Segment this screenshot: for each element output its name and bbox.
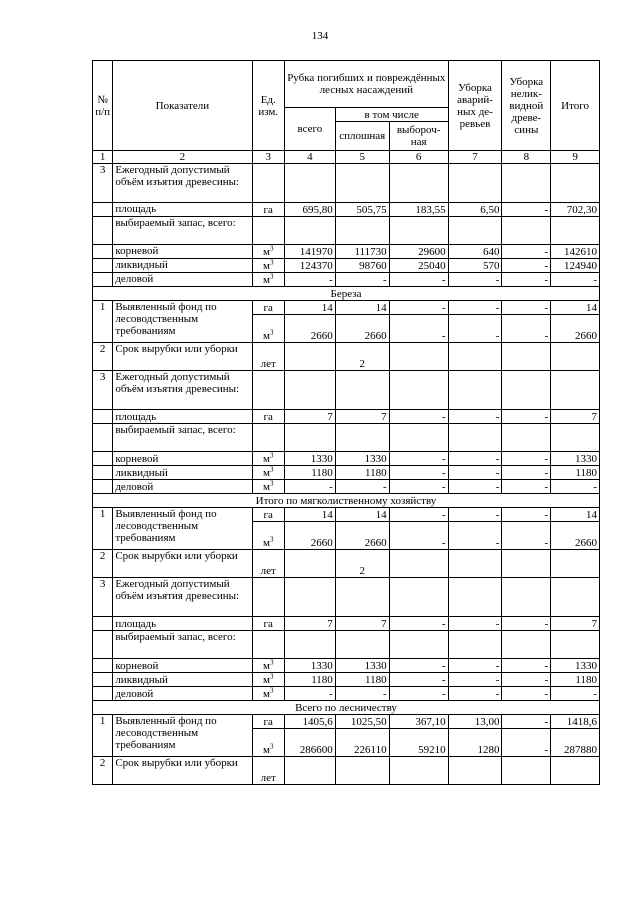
value-cell: 695,80 <box>285 203 336 217</box>
value-cell <box>389 631 448 659</box>
value-cell <box>448 631 502 659</box>
value-cell <box>551 424 600 452</box>
table-row: 1 Выявленный фонд по лесоводственным требованиям га 14 14 - - - 14 <box>93 301 600 315</box>
value-cell: - <box>502 245 551 259</box>
value-cell: - <box>448 617 502 631</box>
value-cell: 14 <box>285 508 336 522</box>
table-row <box>93 452 600 466</box>
value-cell: - <box>389 659 448 673</box>
value-cell: - <box>448 410 502 424</box>
table-row <box>93 673 600 687</box>
value-cell: - <box>389 617 448 631</box>
col-number: 1 <box>93 151 113 164</box>
value-cell: - <box>448 508 502 522</box>
section-rows <box>93 287 600 785</box>
value-cell: - <box>285 687 336 701</box>
value-cell: 1405,6 <box>285 715 336 729</box>
value-cell: - <box>502 203 551 217</box>
unit-cell: $м^3$ <box>252 452 285 466</box>
table-row <box>93 259 600 273</box>
table-row <box>93 424 600 452</box>
value-cell: 14 <box>551 508 600 522</box>
value-cell: - <box>502 315 551 343</box>
table-row <box>93 687 600 701</box>
value-cell <box>285 631 336 659</box>
value-cell <box>389 164 448 203</box>
value-cell: - <box>389 687 448 701</box>
value-cell: - <box>389 508 448 522</box>
value-cell <box>502 550 551 578</box>
value-cell: - <box>502 715 551 729</box>
value-cell <box>285 424 336 452</box>
value-cell: 1330 <box>285 452 336 466</box>
value-cell <box>448 164 502 203</box>
value-cell <box>502 343 551 371</box>
value-cell: - <box>551 480 600 494</box>
value-cell: 2660 <box>551 522 600 550</box>
page-number: 134 <box>311 30 329 42</box>
row-label: площадь <box>113 203 252 217</box>
value-cell: - <box>502 410 551 424</box>
value-cell: 2 <box>335 343 389 371</box>
value-cell <box>551 757 600 785</box>
table-row <box>93 217 600 245</box>
value-cell <box>285 217 336 245</box>
row-number <box>93 273 113 287</box>
row-number <box>93 217 113 245</box>
row-label: корневой <box>113 452 252 466</box>
header-solid: сплошная <box>335 122 389 151</box>
value-cell: - <box>502 301 551 315</box>
table-row <box>93 631 600 659</box>
value-cell: 2660 <box>335 522 389 550</box>
col-number: 7 <box>448 151 502 164</box>
value-cell: - <box>502 273 551 287</box>
col-number: 8 <box>502 151 551 164</box>
row-label: Выявленный фонд по лесоводственным требованиям <box>113 715 252 757</box>
value-cell <box>551 578 600 617</box>
value-cell: 141970 <box>285 245 336 259</box>
value-cell: 367,10 <box>389 715 448 729</box>
table-row: 3 Ежегодный допустимый объём изъятия древесины: <box>93 371 600 410</box>
value-cell: - <box>502 617 551 631</box>
value-cell: - <box>502 480 551 494</box>
value-cell: - <box>389 315 448 343</box>
value-cell: - <box>285 480 336 494</box>
value-cell <box>335 164 389 203</box>
value-cell: 124940 <box>551 259 600 273</box>
unit-cell: га <box>252 715 285 729</box>
value-cell <box>285 164 336 203</box>
value-cell <box>551 550 600 578</box>
value-cell: - <box>448 452 502 466</box>
row-label: Срок вырубки или уборки <box>113 757 252 785</box>
table-row: 2 Срок вырубки или уборки лет 2 <box>93 343 600 371</box>
value-cell: 111730 <box>335 245 389 259</box>
value-cell <box>335 217 389 245</box>
table-row: 2 Срок вырубки или уборки лет <box>93 757 600 785</box>
value-cell <box>285 578 336 617</box>
value-cell <box>551 217 600 245</box>
unit-cell <box>252 217 285 245</box>
value-cell: 1180 <box>551 466 600 480</box>
value-cell: 2660 <box>285 315 336 343</box>
value-cell: 2 <box>335 550 389 578</box>
value-cell <box>502 631 551 659</box>
header-incl: в том числе <box>335 108 448 122</box>
unit-cell <box>252 578 285 617</box>
value-cell <box>335 631 389 659</box>
value-cell: - <box>502 673 551 687</box>
forest-felling-table <box>92 60 600 785</box>
unit-cell: га <box>252 203 285 217</box>
value-cell: - <box>448 659 502 673</box>
value-cell <box>448 550 502 578</box>
value-cell: - <box>448 480 502 494</box>
value-cell <box>335 757 389 785</box>
table-row <box>93 164 600 203</box>
unit-cell: $м^3$ <box>252 480 285 494</box>
value-cell: - <box>389 522 448 550</box>
col-number: 4 <box>285 151 336 164</box>
value-cell <box>502 578 551 617</box>
value-cell <box>448 578 502 617</box>
header-total: всего <box>285 108 336 151</box>
value-cell: 2660 <box>285 522 336 550</box>
value-cell: - <box>502 259 551 273</box>
value-cell: 142610 <box>551 245 600 259</box>
unit-cell: $м^3$ <box>252 687 285 701</box>
value-cell: 7 <box>335 410 389 424</box>
unit-cell: лет <box>252 550 285 578</box>
value-cell: 1180 <box>335 673 389 687</box>
value-cell: 1280 <box>448 729 502 757</box>
unit-cell <box>252 164 285 203</box>
table-row <box>93 466 600 480</box>
value-cell: 7 <box>285 617 336 631</box>
table-row <box>93 203 600 217</box>
value-cell: - <box>502 687 551 701</box>
value-cell: - <box>502 522 551 550</box>
value-cell: 702,30 <box>551 203 600 217</box>
unit-cell: $м^3$ <box>252 673 285 687</box>
col-number: 2 <box>113 151 252 164</box>
row-label: ликвидный <box>113 466 252 480</box>
header-felling: Рубка погибших и повреждённых лесных насаждений <box>285 61 449 108</box>
value-cell: - <box>502 508 551 522</box>
section-title: Итого по мягколиственному хозяйству <box>93 494 600 508</box>
value-cell: - <box>551 273 600 287</box>
header-itogo: Итого <box>551 61 600 151</box>
row-label: выбираемый запас, всего: <box>113 217 252 245</box>
unit-cell: $м^3$ <box>252 466 285 480</box>
value-cell: 1330 <box>551 659 600 673</box>
value-cell: - <box>448 687 502 701</box>
value-cell <box>551 371 600 410</box>
unit-cell <box>252 631 285 659</box>
value-cell: 1180 <box>551 673 600 687</box>
row-label: площадь <box>113 410 252 424</box>
value-cell: 505,75 <box>335 203 389 217</box>
unit-cell: га <box>252 508 285 522</box>
row-label: ликвидный <box>113 259 252 273</box>
value-cell <box>448 371 502 410</box>
value-cell: 1180 <box>285 673 336 687</box>
col-number: 9 <box>551 151 600 164</box>
value-cell: 7 <box>335 617 389 631</box>
value-cell: - <box>448 315 502 343</box>
value-cell: 6,50 <box>448 203 502 217</box>
value-cell: - <box>285 273 336 287</box>
value-cell <box>335 424 389 452</box>
value-cell: 183,55 <box>389 203 448 217</box>
unit-cell: $м^3$ <box>252 245 285 259</box>
value-cell <box>389 424 448 452</box>
value-cell: 226110 <box>335 729 389 757</box>
value-cell: - <box>335 273 389 287</box>
value-cell <box>448 424 502 452</box>
value-cell: - <box>389 480 448 494</box>
value-cell: - <box>389 273 448 287</box>
value-cell: 286600 <box>285 729 336 757</box>
value-cell: 1330 <box>335 452 389 466</box>
value-cell: 124370 <box>285 259 336 273</box>
row-label: Срок вырубки или уборки <box>113 550 252 578</box>
table-row <box>93 659 600 673</box>
value-cell <box>502 424 551 452</box>
unit-cell: $м^3$ <box>252 315 285 343</box>
col-number: 5 <box>335 151 389 164</box>
unit-cell: лет <box>252 343 285 371</box>
table-row: 1 Выявленный фонд по лесоводственным требованиям га 14 14 - - - 14 <box>93 508 600 522</box>
unit-cell <box>252 424 285 452</box>
value-cell: 1180 <box>285 466 336 480</box>
table-row: 2 Срок вырубки или уборки лет 2 <box>93 550 600 578</box>
row-number <box>93 203 113 217</box>
unit-cell: $м^3$ <box>252 522 285 550</box>
value-cell: 14 <box>551 301 600 315</box>
table-row <box>93 480 600 494</box>
table-row <box>93 245 600 259</box>
value-cell <box>389 550 448 578</box>
value-cell <box>389 757 448 785</box>
value-cell: - <box>448 301 502 315</box>
value-cell <box>551 631 600 659</box>
table-row: 1 Выявленный фонд по лесоводственным требованиям га 1405,6 1025,50 367,10 13,00 - 1418,6 <box>93 715 600 729</box>
value-cell: 7 <box>551 617 600 631</box>
column-numbers-row <box>93 151 600 164</box>
unit-cell: $м^3$ <box>252 259 285 273</box>
value-cell <box>448 757 502 785</box>
value-cell: 1330 <box>285 659 336 673</box>
value-cell <box>389 371 448 410</box>
value-cell <box>389 217 448 245</box>
row-number <box>93 245 113 259</box>
table-row <box>93 410 600 424</box>
value-cell: 1418,6 <box>551 715 600 729</box>
header-selective: выбороч-ная <box>389 122 448 151</box>
value-cell <box>335 371 389 410</box>
value-cell: 1025,50 <box>335 715 389 729</box>
value-cell: - <box>389 410 448 424</box>
value-cell: 7 <box>551 410 600 424</box>
value-cell: - <box>335 687 389 701</box>
unit-cell: $м^3$ <box>252 729 285 757</box>
value-cell: 14 <box>285 301 336 315</box>
col-number: 6 <box>389 151 448 164</box>
row-label: корневой <box>113 245 252 259</box>
value-cell: 287880 <box>551 729 600 757</box>
value-cell: - <box>389 466 448 480</box>
value-cell <box>502 371 551 410</box>
value-cell: 2660 <box>551 315 600 343</box>
value-cell: 7 <box>285 410 336 424</box>
value-cell: - <box>502 452 551 466</box>
value-cell <box>285 550 336 578</box>
value-cell: 98760 <box>335 259 389 273</box>
value-cell: 1180 <box>335 466 389 480</box>
top-rows <box>93 164 600 287</box>
value-cell: - <box>502 729 551 757</box>
row-label: выбираемый запас, всего: <box>113 424 252 452</box>
header-unit: Ед. изм. <box>252 61 285 151</box>
value-cell <box>448 343 502 371</box>
value-cell: 640 <box>448 245 502 259</box>
value-cell: 14 <box>335 508 389 522</box>
value-cell <box>389 343 448 371</box>
value-cell <box>551 164 600 203</box>
value-cell <box>285 757 336 785</box>
value-cell: - <box>448 522 502 550</box>
value-cell: 59210 <box>389 729 448 757</box>
value-cell: - <box>335 480 389 494</box>
header-nonliquid: Уборка нелик-видной древе-сины <box>502 61 551 151</box>
row-label: площадь <box>113 617 252 631</box>
row-label: Срок вырубки или уборки <box>113 343 252 371</box>
row-label: Выявленный фонд по лесоводственным требованиям <box>113 508 252 550</box>
section-title: Всего по лесничеству <box>93 701 600 715</box>
row-label: деловой <box>113 687 252 701</box>
unit-cell: га <box>252 617 285 631</box>
value-cell: 1330 <box>551 452 600 466</box>
value-cell <box>502 164 551 203</box>
value-cell <box>502 757 551 785</box>
row-label: выбираемый запас, всего: <box>113 631 252 659</box>
value-cell <box>389 578 448 617</box>
table-row <box>93 617 600 631</box>
row-number: 3 <box>93 164 113 203</box>
value-cell <box>335 578 389 617</box>
value-cell: - <box>389 673 448 687</box>
value-cell: - <box>502 466 551 480</box>
section-title: Береза <box>93 287 600 301</box>
value-cell <box>448 217 502 245</box>
value-cell <box>502 217 551 245</box>
row-label: деловой <box>113 480 252 494</box>
row-label: Ежегодный допустимый объём изъятия древесины: <box>113 164 252 203</box>
header-num: № п/п <box>93 61 113 151</box>
unit-cell: га <box>252 410 285 424</box>
value-cell: - <box>448 673 502 687</box>
value-cell: - <box>502 659 551 673</box>
unit-cell: $м^3$ <box>252 273 285 287</box>
unit-cell <box>252 371 285 410</box>
value-cell: 25040 <box>389 259 448 273</box>
table-row: 3 Ежегодный допустимый объём изъятия древесины: <box>93 578 600 617</box>
row-label: ликвидный <box>113 673 252 687</box>
value-cell: 570 <box>448 259 502 273</box>
value-cell: 29600 <box>389 245 448 259</box>
value-cell: - <box>389 301 448 315</box>
value-cell: 13,00 <box>448 715 502 729</box>
unit-cell: га <box>252 301 285 315</box>
value-cell <box>285 343 336 371</box>
value-cell: - <box>551 687 600 701</box>
row-label: деловой <box>113 273 252 287</box>
unit-cell: лет <box>252 757 285 785</box>
value-cell: 1330 <box>335 659 389 673</box>
col-number: 3 <box>252 151 285 164</box>
value-cell: - <box>448 466 502 480</box>
row-label: Выявленный фонд по лесоводственным требованиям <box>113 301 252 343</box>
value-cell: 14 <box>335 301 389 315</box>
row-number <box>93 259 113 273</box>
value-cell <box>285 371 336 410</box>
row-label: Ежегодный допустимый объём изъятия древесины: <box>113 371 252 410</box>
value-cell: - <box>448 273 502 287</box>
header-emergency: Уборка аварий-ных де-ревьев <box>448 61 502 151</box>
table-row <box>93 273 600 287</box>
row-label: корневой <box>113 659 252 673</box>
value-cell <box>551 343 600 371</box>
row-label: Ежегодный допустимый объём изъятия древесины: <box>113 578 252 617</box>
value-cell: - <box>389 452 448 466</box>
unit-cell: $м^3$ <box>252 659 285 673</box>
header-indicators: Показатели <box>113 61 252 151</box>
value-cell: 2660 <box>335 315 389 343</box>
